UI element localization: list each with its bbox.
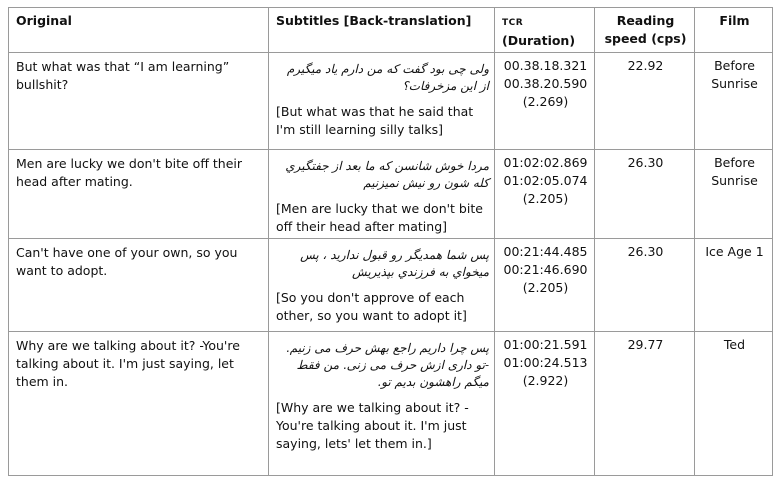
original-cell: Why are we talking about it? -You're talking about it. I'm just saying, let them in. — [9, 332, 269, 476]
header-original: Original — [9, 8, 269, 53]
subtitle-persian: ولی چی بود گفت که من دارم یاد میگیرم از این مزخرفات؟ — [286, 62, 489, 93]
reading-speed-cell: 22.92 — [595, 53, 695, 150]
subtitle-cell — [269, 53, 495, 150]
reading-speed-cell: 26.30 — [595, 239, 695, 332]
tcr-cell — [495, 53, 595, 150]
tcr-duration: (2.205) — [522, 280, 569, 295]
film-cell: Ice Age 1 — [695, 239, 773, 332]
tcr-end: 00:21:46.690 — [503, 262, 588, 277]
subtitle-cell — [269, 150, 495, 239]
table-row — [9, 332, 773, 476]
subtitle-persian: پس چرا داریم راجع بهش حرف می زنیم. -تو داری ازش حرف می زنی. من فقط میگم راهشون بدیم تو. — [285, 341, 489, 389]
header-row — [9, 8, 773, 53]
tcr-end: 01:02:05.074 — [503, 173, 588, 188]
header-tcr-prefix: TCR — [502, 18, 524, 28]
tcr-end: 00.38.20.590 — [503, 76, 588, 91]
tcr-cell — [495, 239, 595, 332]
subtitle-cell — [269, 332, 495, 476]
back-translation: [But what was that he said that I'm still learning silly talks] — [276, 104, 474, 137]
table-row — [9, 239, 773, 332]
subtitle-persian: مردا خوش شانسن که ما بعد از جفتگیري کله شون رو نیش نمیزنیم — [285, 159, 489, 190]
table-row — [9, 53, 773, 150]
film-cell: Before Sunrise — [695, 150, 773, 239]
subtitle-cell — [269, 239, 495, 332]
film-cell: Ted — [695, 332, 773, 476]
original-cell: Men are lucky we don't bite off their head after mating. — [9, 150, 269, 239]
film-cell: Before Sunrise — [695, 53, 773, 150]
tcr-duration: (2.922) — [522, 373, 569, 388]
header-tcr-suffix: (Duration) — [502, 33, 576, 48]
tcr-end: 01:00:24.513 — [503, 355, 588, 370]
tcr-start: 00:21:44.485 — [503, 244, 588, 259]
header-tcr — [495, 8, 595, 53]
original-cell: Can't have one of your own, so you want to adopt. — [9, 239, 269, 332]
reading-speed-cell: 29.77 — [595, 332, 695, 476]
tcr-cell — [495, 150, 595, 239]
reading-speed-cell: 26.30 — [595, 150, 695, 239]
back-translation: [Men are lucky that we don't bite off their head after mating] — [276, 201, 483, 234]
tcr-duration: (2.269) — [522, 94, 569, 109]
tcr-duration: (2.205) — [522, 191, 569, 206]
original-cell: But what was that “I am learning” bullshit? — [9, 53, 269, 150]
header-reading-speed: Reading speed (cps) — [595, 8, 695, 53]
tcr-cell — [495, 332, 595, 476]
back-translation: [So you don't approve of each other, so you want to adopt it] — [276, 290, 467, 323]
table-row — [9, 150, 773, 239]
header-film: Film — [695, 8, 773, 53]
subtitle-table — [8, 7, 773, 476]
back-translation: [Why are we talking about it? - You're talking about it. I'm just saying, lets' let them in.] — [276, 400, 469, 451]
subtitle-persian: پس شما همدیگر رو قبول ندارید ، پس میخواي به فرزندي بپذیریش — [300, 248, 489, 279]
header-subtitles: Subtitles [Back-translation] — [269, 8, 495, 53]
tcr-start: 01:02:02.869 — [503, 155, 588, 170]
tcr-start: 01:00:21.591 — [503, 337, 588, 352]
tcr-start: 00.38.18.321 — [503, 58, 588, 73]
